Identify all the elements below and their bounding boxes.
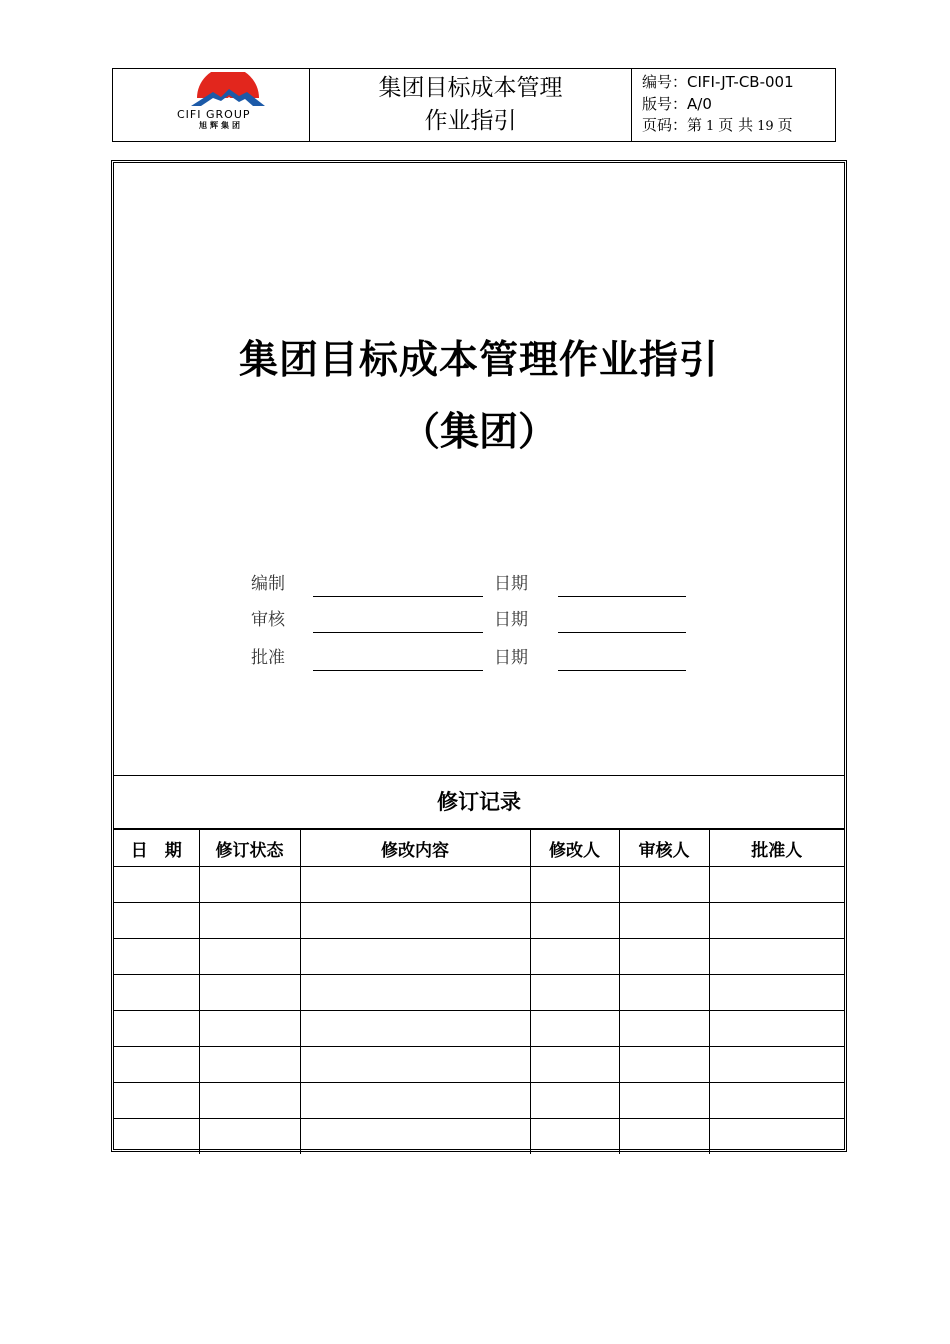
cover-title: 集团目标成本管理作业指引 <box>238 338 719 383</box>
page-mid: 页 共 <box>718 116 754 134</box>
logo-brand-en: CIFI GROUP <box>177 108 251 121</box>
signature-label: 审核 <box>251 610 285 630</box>
table-cell <box>114 867 199 903</box>
date-label: 日期 <box>494 610 528 630</box>
table-cell <box>199 1083 300 1119</box>
signature-line <box>313 596 483 597</box>
signature-row-review <box>114 599 844 635</box>
page-indicator <box>642 115 835 138</box>
col-modifier: 修改人 <box>530 830 619 867</box>
table-cell <box>300 1083 530 1119</box>
page-total: 19 <box>757 119 774 134</box>
table-row <box>114 1119 844 1155</box>
revision-title: 修订记录 <box>114 777 844 829</box>
table-cell <box>709 1083 844 1119</box>
table-cell <box>114 1119 199 1155</box>
table-cell <box>530 975 619 1011</box>
table-cell <box>199 1011 300 1047</box>
document-header <box>112 68 836 142</box>
table-cell <box>199 1047 300 1083</box>
table-cell <box>300 1119 530 1155</box>
revision-table <box>114 829 844 1154</box>
logo-brand-cn: 旭辉集团 <box>199 121 243 130</box>
page-current: 1 <box>706 119 715 134</box>
table-cell <box>300 867 530 903</box>
table-cell <box>619 939 709 975</box>
document-version: 版号：A/0 <box>642 94 712 113</box>
table-cell <box>709 903 844 939</box>
table-cell <box>114 1011 199 1047</box>
table-cell <box>114 975 199 1011</box>
table-cell <box>199 903 300 939</box>
table-cell <box>619 903 709 939</box>
col-status: 修订状态 <box>199 830 300 867</box>
table-cell <box>300 903 530 939</box>
signature-line <box>313 632 483 633</box>
table-cell <box>619 1119 709 1155</box>
signature-label: 编制 <box>251 574 285 594</box>
table-cell <box>619 867 709 903</box>
date-label: 日期 <box>494 574 528 594</box>
table-cell <box>619 975 709 1011</box>
table-cell <box>709 1011 844 1047</box>
table-row <box>114 867 844 903</box>
cover-frame <box>111 160 847 1152</box>
table-cell <box>199 939 300 975</box>
signature-row-approve <box>114 637 844 673</box>
table-row <box>114 903 844 939</box>
header-title <box>310 69 632 141</box>
cifi-logo-icon <box>189 72 267 108</box>
header-title-line2: 作业指引 <box>424 108 517 134</box>
header-title-line1: 集团目标成本管理 <box>378 75 563 101</box>
cover-top-section <box>114 163 844 776</box>
table-cell <box>709 975 844 1011</box>
table-cell <box>199 1119 300 1155</box>
page-suffix: 页 <box>777 116 793 134</box>
table-cell <box>530 939 619 975</box>
col-approver: 批准人 <box>709 830 844 867</box>
header-meta <box>632 69 835 141</box>
page-prefix: 页码：第 <box>642 116 703 134</box>
table-cell <box>619 1047 709 1083</box>
table-cell <box>530 1047 619 1083</box>
signature-row-compile <box>114 563 844 599</box>
table-cell <box>709 867 844 903</box>
date-line <box>558 632 686 633</box>
revision-header-row <box>114 830 844 867</box>
table-cell <box>530 1083 619 1119</box>
cover-subtitle: （集团） <box>400 410 557 455</box>
table-cell <box>199 975 300 1011</box>
signature-label: 批准 <box>251 648 285 668</box>
table-cell <box>619 1083 709 1119</box>
table-cell <box>530 1119 619 1155</box>
date-label: 日期 <box>494 648 528 668</box>
table-cell <box>300 1047 530 1083</box>
table-cell <box>300 975 530 1011</box>
table-cell <box>530 903 619 939</box>
signature-line <box>313 670 483 671</box>
table-row <box>114 1083 844 1119</box>
table-row <box>114 1047 844 1083</box>
table-row <box>114 1011 844 1047</box>
table-cell <box>619 1011 709 1047</box>
table-cell <box>114 903 199 939</box>
table-cell <box>530 867 619 903</box>
col-date: 日 期 <box>114 830 199 867</box>
table-cell <box>114 1083 199 1119</box>
revision-body <box>114 867 844 1155</box>
table-cell <box>709 1119 844 1155</box>
table-cell <box>300 1011 530 1047</box>
table-cell <box>709 939 844 975</box>
col-reviewer: 审核人 <box>619 830 709 867</box>
table-cell <box>709 1047 844 1083</box>
table-row <box>114 939 844 975</box>
table-cell <box>114 939 199 975</box>
col-content: 修改内容 <box>300 830 530 867</box>
table-cell <box>114 1047 199 1083</box>
table-cell <box>199 867 300 903</box>
company-logo <box>113 69 310 141</box>
table-cell <box>530 1011 619 1047</box>
date-line <box>558 596 686 597</box>
date-line <box>558 670 686 671</box>
table-row <box>114 975 844 1011</box>
revision-record <box>114 777 844 1154</box>
document-code: 编号：CIFI-JT-CB-001 <box>642 73 794 91</box>
table-cell <box>300 939 530 975</box>
